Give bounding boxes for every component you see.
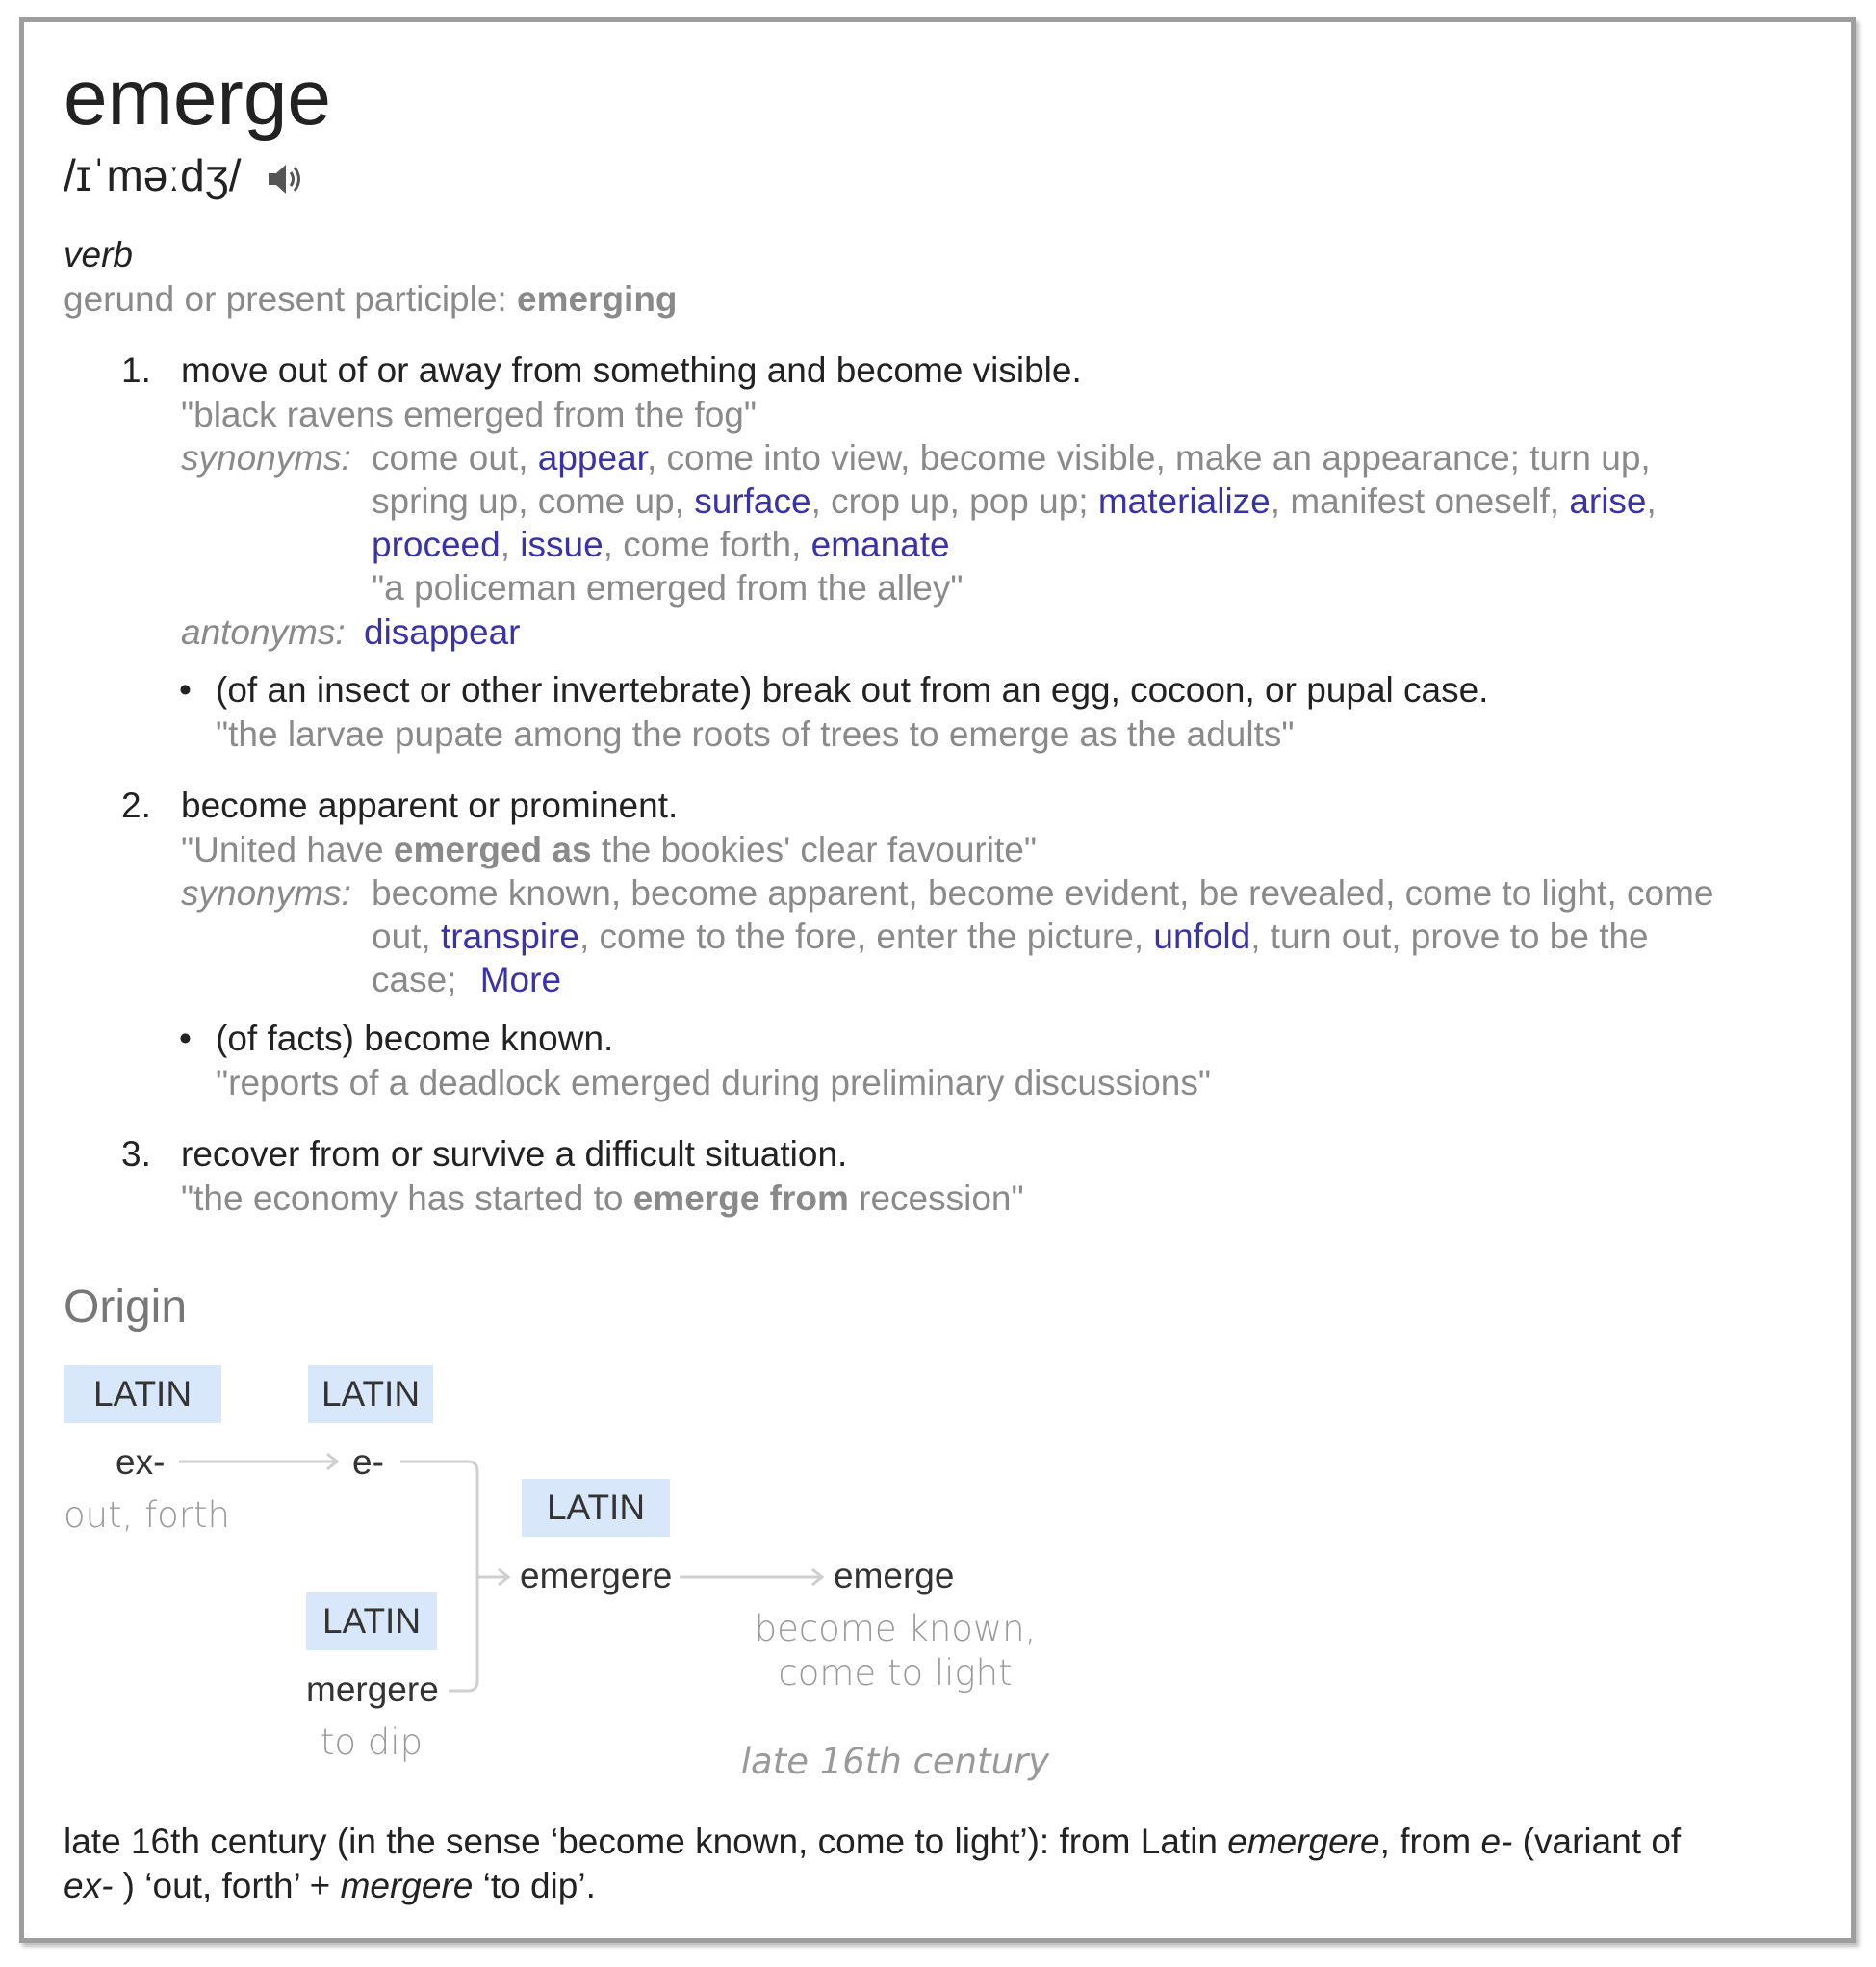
sub-bullet: •: [179, 670, 192, 710]
origin-node-e: e-: [352, 1442, 384, 1482]
synonym-link-unfold[interactable]: unfold: [1153, 917, 1251, 956]
synonym-text: , manifest oneself,: [1270, 481, 1570, 521]
synonym-link-appear[interactable]: appear: [537, 438, 647, 478]
sense-2-synonyms-line-1: become known, become apparent, become evident, be revealed, come to light, come: [372, 873, 1714, 913]
sense-1-synonym-example: "a policeman emerged from the alley": [372, 568, 964, 608]
origin-gloss-mergere: to dip: [320, 1721, 424, 1763]
sense-number: 3.: [121, 1134, 151, 1174]
origin-tag-latin: LATIN: [306, 1592, 437, 1650]
example-bold: emerge from: [632, 1178, 849, 1218]
sense-2-synonyms-label: synonyms:: [181, 873, 351, 913]
synonym-text: case;: [372, 960, 457, 999]
origin-text-part: ‘to dip’.: [473, 1866, 596, 1905]
sense-2-sub-example: "reports of a deadlock emerged during preliminary discussions": [216, 1063, 1211, 1102]
synonym-text: , turn out, prove to be the: [1250, 917, 1649, 956]
synonym-text: spring up, come up,: [372, 481, 695, 521]
synonym-text: , come to the fore, enter the picture,: [578, 917, 1154, 956]
sense-1-definition: move out of or away from something and become visible.: [181, 350, 1082, 390]
origin-text-part: late 16th century (in the sense ‘become known, come to light’): from Latin: [64, 1822, 1228, 1861]
sense-1-example: "black ravens emerged from the fog": [181, 395, 757, 434]
origin-text-italic: ex-: [64, 1866, 114, 1905]
sub-bullet: •: [179, 1019, 192, 1058]
synonym-text: , crop up, pop up;: [810, 481, 1098, 521]
sense-3-definition: recover from or survive a difficult situation.: [181, 1134, 848, 1174]
antonym-link-disappear[interactable]: disappear: [364, 612, 521, 652]
more-synonyms-link[interactable]: More: [479, 960, 562, 999]
origin-node-emerge: emerge: [834, 1556, 955, 1595]
synonym-link-arise[interactable]: arise: [1569, 481, 1647, 521]
synonym-text: out,: [372, 917, 441, 956]
gerund-value: emerging: [517, 279, 678, 319]
origin-text-italic: emergere: [1227, 1822, 1380, 1861]
origin-text-part: , from: [1379, 1822, 1481, 1861]
origin-tag-latin: LATIN: [522, 1479, 670, 1537]
sense-1-synonyms-label: synonyms:: [181, 438, 351, 478]
synonym-text: , come forth,: [603, 525, 811, 564]
example-text: the bookies' clear favourite": [591, 830, 1037, 869]
pronunciation-text: /ɪˈməːdʒ/: [64, 150, 242, 200]
origin-node-mergere: mergere: [306, 1669, 439, 1709]
synonym-link-materialize[interactable]: materialize: [1097, 481, 1271, 521]
synonym-text: , come into view, become visible, make an appearance; turn up,: [646, 438, 1651, 478]
sense-2-sub-definition: (of facts) become known.: [216, 1019, 614, 1058]
example-text: "the economy has started to: [181, 1178, 633, 1218]
example-text: recession": [848, 1178, 1024, 1218]
example-bold: emerged as: [393, 830, 592, 869]
sense-number: 1.: [121, 350, 151, 390]
origin-node-ex: ex-: [116, 1442, 166, 1482]
origin-node-emergere: emergere: [520, 1556, 673, 1595]
origin-title: Origin: [64, 1281, 188, 1333]
origin-gloss-emerge-2: come to light: [778, 1652, 1013, 1694]
part-of-speech: verb: [64, 235, 133, 274]
synonym-text: come out,: [372, 438, 538, 478]
origin-tag-latin: LATIN: [308, 1365, 433, 1423]
origin-text-part: (variant of: [1512, 1822, 1682, 1861]
sense-1-sub-definition: (of an insect or other invertebrate) break out from an egg, cocoon, or pupal case.: [216, 670, 1489, 710]
synonym-link-surface[interactable]: surface: [694, 481, 811, 521]
sense-2-definition: become apparent or prominent.: [181, 786, 679, 825]
origin-tag-latin: LATIN: [64, 1365, 221, 1423]
origin-text-italic: mergere: [340, 1866, 474, 1905]
origin-date: late 16th century: [740, 1741, 1050, 1782]
synonym-link-transpire[interactable]: transpire: [441, 917, 579, 956]
synonym-text: ,: [500, 525, 521, 564]
origin-text-italic: e-: [1480, 1822, 1513, 1861]
synonym-link-proceed[interactable]: proceed: [372, 525, 501, 564]
example-text: "United have: [181, 830, 394, 869]
sense-1-sub-example: "the larvae pupate among the roots of trees to emerge as the adults": [216, 714, 1295, 754]
synonym-link-emanate[interactable]: emanate: [810, 525, 950, 564]
gerund-label: gerund or present participle:: [64, 279, 507, 319]
origin-text: [64, 1820, 1815, 1908]
origin-gloss-ex: out, forth: [64, 1494, 230, 1536]
origin-text-part: ) ‘out, forth’ +: [113, 1866, 341, 1905]
sense-1-antonyms-label: antonyms:: [181, 612, 346, 652]
sense-number: 2.: [121, 786, 151, 825]
headword: emerge: [64, 54, 332, 142]
synonym-link-issue[interactable]: issue: [520, 525, 604, 564]
synonym-text: ,: [1646, 481, 1657, 521]
origin-gloss-emerge-1: become known,: [754, 1608, 1037, 1649]
